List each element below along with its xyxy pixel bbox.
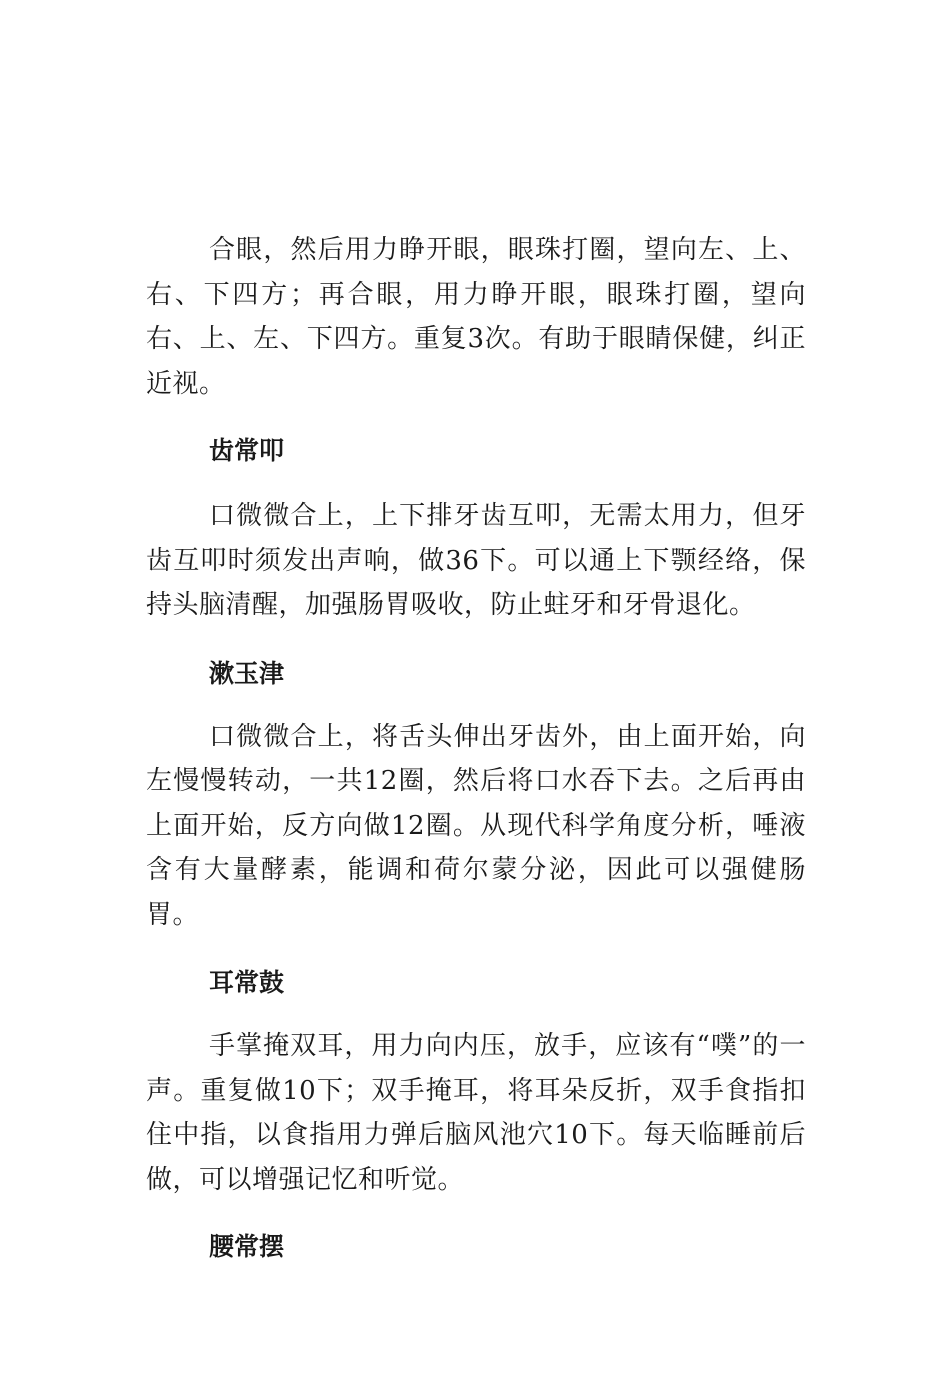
heading-teeth-tapping: 齿常叩 xyxy=(209,436,285,465)
heading-saliva-swirl: 漱玉津 xyxy=(209,658,285,688)
paragraph-eye-exercise: 合眼，然后用力睁开眼，眼珠打圈，望向左、上、右、下四方；再合眼，用力睁开眼，眼珠打圈，望向右、上、左、下四方。重复3次。有助于眼睛保健，纠正近视。 xyxy=(146,235,806,399)
page-content xyxy=(146,228,806,1267)
paragraph-saliva-swirl: 口微微合上，将舌头伸出牙齿外，由上面开始，向左慢慢转动，一共12圈，然后将口水吞下去。之后再由上面开始，反方向做12圈。从现代科学角度分析，唾液含有大量酵素，能调和荷尔蒙分泌，因此可以强健肠胃。 xyxy=(146,721,806,930)
heading-waist-swing: 腰常摆 xyxy=(209,1232,285,1261)
paragraph-teeth-tapping: 口微微合上，上下排牙齿互叩，无需太用力，但牙齿互叩时须发出声响，做36下。可以通上下颚经络，保持头脑清醒，加强肠胃吸收，防止蛀牙和牙骨退化。 xyxy=(146,501,806,620)
heading-ear-drumming: 耳常鼓 xyxy=(209,968,285,997)
paragraph-ear-drumming: 手掌掩双耳，用力向内压，放手，应该有“噗”的一声。重复做10下；双手掩耳，将耳朵反折，双手食指扣住中指，以食指用力弹后脑风池穴10下。每天临睡前后做，可以增强记忆和听觉。 xyxy=(146,1031,806,1195)
